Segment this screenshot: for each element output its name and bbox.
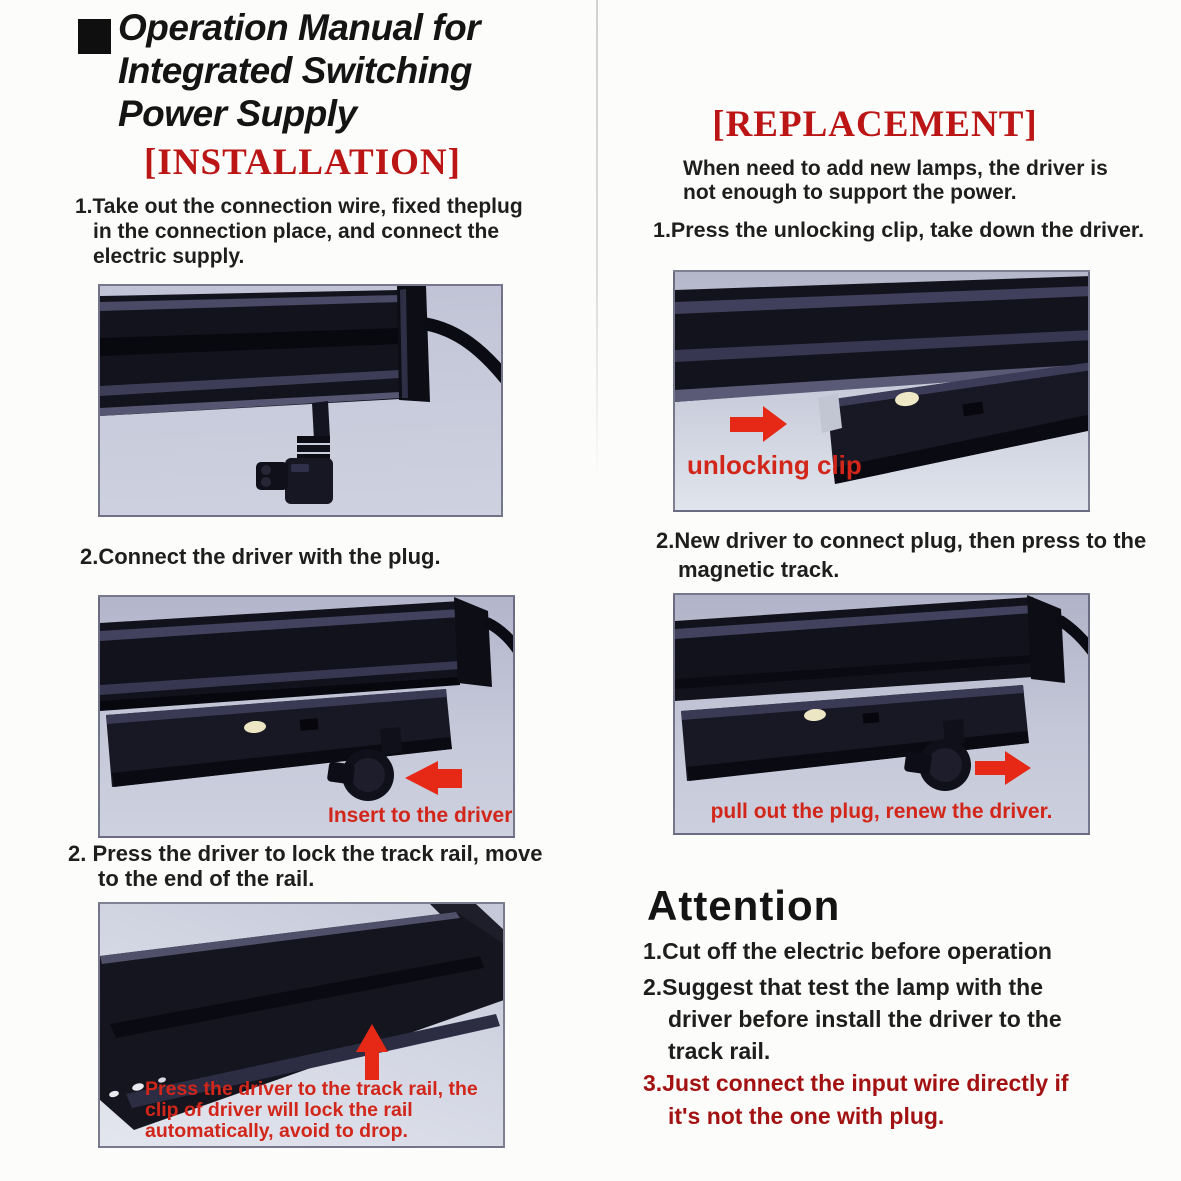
power-cable	[1061, 621, 1090, 651]
replacement-step-2-line-2: magnetic track.	[678, 557, 840, 582]
attention-item-1: 1.Cut off the electric before operation	[643, 938, 1052, 964]
replacement-intro	[683, 157, 1108, 205]
unlocking-clip-caption: unlocking clip	[687, 450, 862, 480]
scan-fold-line	[596, 0, 598, 480]
replacement-step-2	[656, 526, 1146, 584]
installation-step-1	[75, 194, 523, 269]
installation-step-3-line-2: to the end of the rail.	[98, 866, 315, 891]
rail-end-cap	[1027, 595, 1065, 683]
press-caption-line-1: Press the driver to the track rail, the	[145, 1078, 478, 1100]
unlocking-clip-tab	[818, 393, 842, 433]
photo-press-driver-lock	[98, 902, 505, 1148]
attention-item-2-line-3: track rail.	[668, 1038, 771, 1064]
rail-end-cap	[454, 597, 492, 687]
renew-driver-illustration	[675, 595, 1090, 835]
replacement-intro-line-2: not enough to support the power.	[683, 181, 1017, 204]
pull-plug-caption: pull out the plug, renew the driver.	[710, 800, 1053, 823]
replacement-step-2-line-1: 2.New driver to connect plug, then press to the	[656, 528, 1147, 553]
red-arrow-left-icon	[405, 761, 462, 795]
replacement-heading: [REPLACEMENT]	[712, 104, 1038, 145]
press-caption-line-2: clip of driver will lock the rail	[145, 1099, 413, 1121]
power-cable	[488, 623, 515, 649]
replacement-intro-line-1: When need to add new lamps, the driver is	[683, 157, 1108, 180]
installation-step-1-line-3: electric supply.	[93, 245, 245, 268]
press-caption	[145, 1079, 478, 1142]
page-title-line-2: Integrated Switching	[118, 50, 472, 91]
page-title-line-1: Operation Manual for	[118, 7, 481, 48]
page-title	[118, 6, 578, 135]
connect-driver-illustration	[100, 597, 515, 838]
red-arrow-right-icon	[975, 751, 1031, 785]
attention-item-2-line-2: driver before install the driver to the	[668, 1006, 1062, 1032]
installation-heading: [INSTALLATION]	[144, 142, 461, 183]
installation-step-3	[68, 841, 542, 891]
photo-renew-driver	[673, 593, 1090, 835]
page-title-line-3: Power Supply	[118, 93, 357, 134]
power-cable	[426, 324, 503, 378]
installation-step-1-line-2: in the connection place, and connect the	[93, 220, 500, 243]
photo-track-rail-with-plug	[98, 284, 503, 517]
attention-heading: Attention	[647, 882, 841, 929]
photo-unlocking-clip	[673, 270, 1090, 512]
installation-step-1-line-1: 1.Take out the connection wire, fixed theplug	[75, 195, 523, 218]
attention-item-3	[643, 1067, 1069, 1133]
installation-step-3-line-1: 2. Press the driver to lock the track rail, move	[68, 841, 543, 866]
attention-item-2-line-1: 2.Suggest that test the lamp with the	[643, 974, 1043, 1000]
installation-step-2: 2.Connect the driver with the plug.	[80, 544, 441, 569]
red-arrow-right-icon	[730, 406, 787, 442]
photo-connect-driver-plug	[98, 595, 515, 838]
press-caption-line-3: automatically, avoid to drop.	[145, 1120, 408, 1142]
attention-item-3-line-2: it's not the one with plug.	[668, 1103, 945, 1129]
attention-item-2	[643, 971, 1062, 1067]
replacement-step-1: 1.Press the unlocking clip, take down the driver.	[653, 218, 1145, 242]
title-bullet-square	[78, 19, 111, 54]
track-rail-plug-illustration	[100, 286, 503, 517]
attention-item-3-line-1: 3.Just connect the input wire directly if	[643, 1070, 1069, 1096]
insert-caption: Insert to the driver	[328, 804, 513, 827]
